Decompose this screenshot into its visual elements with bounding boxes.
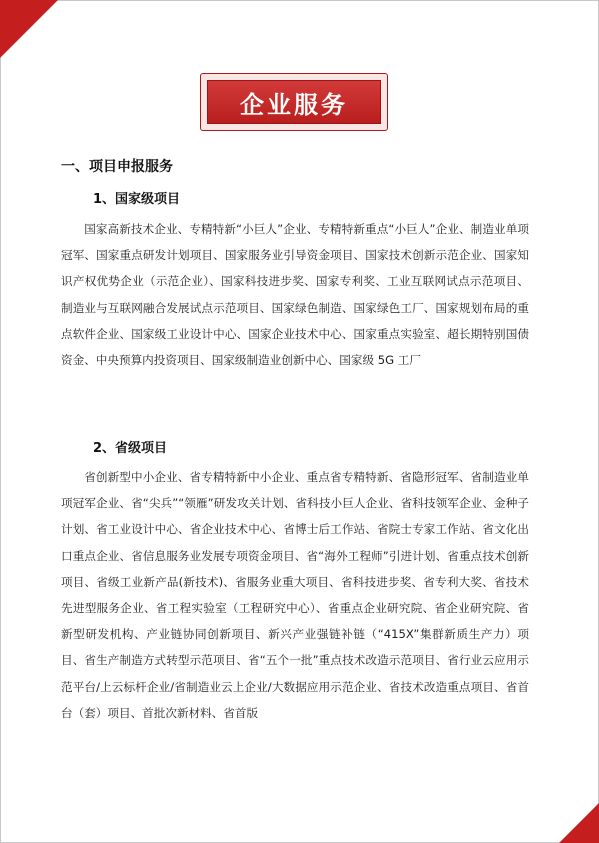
subsection-heading-provincial: 2、省级项目 [93, 441, 168, 456]
corner-decoration-bottom-right [559, 803, 599, 843]
page-title: 企业服务 [240, 90, 348, 119]
corner-decoration-top-left [0, 0, 58, 58]
section-heading: 一、项目申报服务 [61, 159, 173, 175]
subsection-heading-national: 1、国家级项目 [93, 192, 181, 207]
title-banner [200, 73, 388, 131]
subsection-body-national: 国家高新技术企业、专精特新“小巨人”企业、专精特新重点“小巨人”企业、制造业单项冠军、国家重点研发计划项目、国家服务业引导资金项目、国家技术创新示范企业、国家知识产权优势企业（示范企业）、国家科技进步奖、国家专利奖、工业互联网试点示范项目、制造业与互联网融合发展试点示范项目、国家绿色制造、国家绿色工厂、国家规划布局的重点软件企业、国家级工业设计中心、国家企业技术中心、国家重点实验室、超长期特别国债资金、中央预算内投资项目、国家级制造业创新中心、国家级 5G 工厂 [61, 222, 529, 368]
subsection-body-provincial: 省创新型中小企业、省专精特新中小企业、重点省专精特新、省隐形冠军、省制造业单项冠军企业、省“尖兵”“领雁”研发攻关计划、省科技小巨人企业、省科技领军企业、金种子计划、省工业设计中心、省企业技术中心、省博士后工作站、省院士专家工作站、省文化出口重点企业、省信息服务业发展专项资金项目、省“海外工程师”引进计划、省重点技术创新项目、省级工业新产品(新技术)、省服务业重大项目、省科技进步奖、省专利大奖、省技术先进型服务企业、省工程实验室（工程研究中心）、省重点企业研究院、省企业研究院、省新型研发机构、产业链协同创新项目、新兴产业强链补链（“415X”集群新质生产力）项目、省生产制造方式转型示范项目、省“五个一批”重点技术改造示范项目、省行业云应用示范平台/上云标杆企业/省制造业云上企业/大数据应用示范企业、省技术改造重点项目、省首台（套）项目、首批次新材料、省首版 [61, 470, 530, 720]
title-bar [207, 80, 381, 124]
